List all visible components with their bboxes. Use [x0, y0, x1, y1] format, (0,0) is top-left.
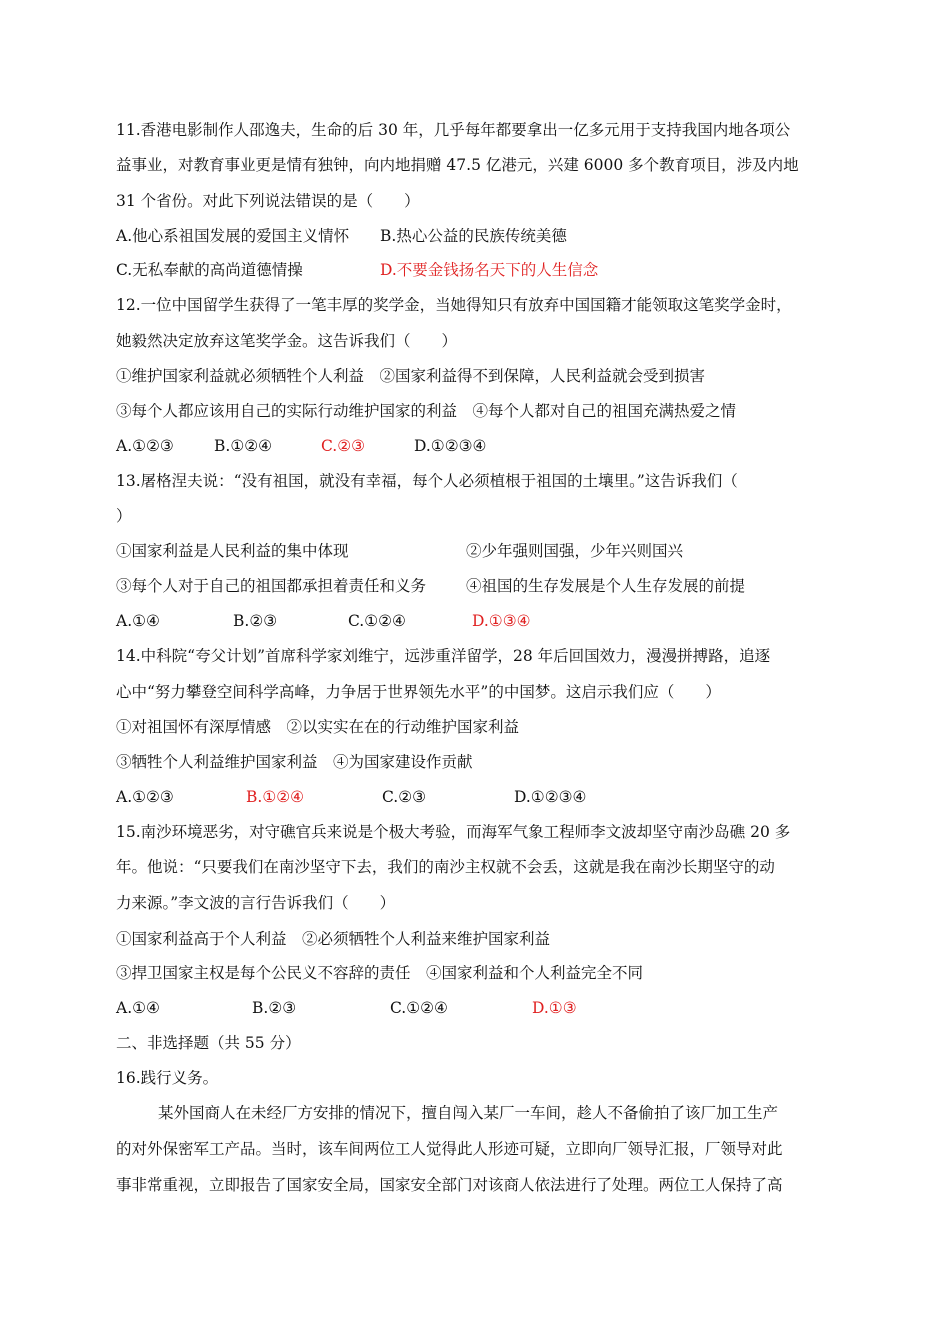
q11-option-b: B.热心公益的民族传统美德 [380, 227, 567, 245]
q15-line-2: 年。他说：“只要我们在南沙坚守下去，我们的南沙主权就不会丢，这就是我在南沙长期坚守的动 [116, 858, 775, 876]
q15-line-1: 15.南沙环境恶劣，对守礁官兵来说是个极大考验，而海军气象工程师李文波却坚守南沙岛礁 20 多 [116, 823, 791, 841]
q13-statement-4: ④祖国的生存发展是个人生存发展的前提 [466, 577, 746, 595]
q13-option-b: B.②③ [233, 612, 278, 630]
q16-paragraph-line-2: 的对外保密军工产品。当时，该车间两位工人觉得此人形迹可疑，立即向厂领导汇报，厂领导对此 [116, 1140, 783, 1158]
q15-option-d-answer: D.①③ [532, 999, 577, 1017]
q15-statement-1-2: ①国家利益高于个人利益 ②必须牺牲个人利益来维护国家利益 [116, 930, 551, 948]
q12-statement-1-2: ①维护国家利益就必须牺牲个人利益 ②国家利益得不到保障，人民利益就会受到损害 [116, 367, 706, 385]
q14-statement-3-4: ③牺牲个人利益维护国家利益 ④为国家建设作贡献 [116, 753, 473, 771]
q16-paragraph-line-3: 事非常重视，立即报告了国家安全局，国家安全部门对该商人依法进行了处理。两位工人保持了高 [116, 1176, 783, 1194]
q14-option-d: D.①②③④ [514, 788, 587, 806]
q12-line-1: 12.一位中国留学生获得了一笔丰厚的奖学金，当她得知只有放弃中国国籍才能领取这笔奖学金时， [116, 296, 792, 314]
q12-option-c-answer: C.②③ [321, 437, 366, 455]
q11-line-3: 31 个省份。对此下列说法错误的是（ ） [116, 192, 420, 210]
q14-statement-1-2: ①对祖国怀有深厚情感 ②以实实在在的行动维护国家利益 [116, 718, 520, 736]
q13-option-a: A.①④ [116, 612, 160, 630]
q14-option-b-answer: B.①②④ [246, 788, 305, 806]
q13-statement-3: ③每个人对于自己的祖国都承担着责任和义务 [116, 577, 427, 595]
q13-option-c: C.①②④ [348, 612, 406, 630]
q16-paragraph-line-1: 某外国商人在未经厂方安排的情况下，擅自闯入某厂一车间，趁人不备偷拍了该厂加工生产 [158, 1104, 779, 1122]
q12-line-2: 她毅然决定放弃这笔奖学金。这告诉我们（ ） [116, 332, 458, 350]
q12-statement-3-4: ③每个人都应该用自己的实际行动维护国家的利益 ④每个人都对自己的祖国充满热爱之情 [116, 402, 737, 420]
q11-line-1: 11.香港电影制作人邵逸夫，生命的后 30 年，几乎每年都要拿出一亿多元用于支持我国内地各项公 [116, 121, 791, 139]
q11-option-d-answer: D.不要金钱扬名天下的人生信念 [380, 261, 599, 279]
q16-title: 16.践行义务。 [116, 1069, 219, 1087]
q11-option-c: C.无私奉献的高尚道德情操 [116, 261, 303, 279]
q15-line-3: 力来源。”李文波的言行告诉我们（ ） [116, 894, 396, 912]
q13-line-2: ） [116, 507, 132, 525]
q13-statement-2: ②少年强则国强，少年兴则国兴 [466, 542, 684, 560]
q13-line-1: 13.屠格涅夫说：“没有祖国，就没有幸福，每个人必须植根于祖国的土壤里。”这告诉我们（ [116, 472, 738, 490]
q12-option-a: A.①②③ [116, 437, 174, 455]
q15-option-b: B.②③ [252, 999, 297, 1017]
q11-option-a: A.他心系祖国发展的爱国主义情怀 [116, 227, 350, 245]
q12-option-d: D.①②③④ [414, 437, 487, 455]
q15-option-c: C.①②④ [390, 999, 448, 1017]
q14-option-c: C.②③ [382, 788, 427, 806]
q12-option-b: B.①②④ [214, 437, 273, 455]
q15-option-a: A.①④ [116, 999, 160, 1017]
q14-line-1: 14.中科院“夸父计划”首席科学家刘维宁，远涉重洋留学，28 年后回国效力，漫漫拼搏路，追逐 [116, 647, 771, 665]
q11-line-2: 益事业，对教育事业更是情有独钟，向内地捐赠 47.5 亿港元，兴建 6000 多个教育项目，涉及内地 [116, 156, 799, 174]
q13-option-d-answer: D.①③④ [472, 612, 531, 630]
section-2-heading: 二、非选择题（共 55 分） [116, 1034, 301, 1052]
q14-line-2: 心中“努力攀登空间科学高峰，力争居于世界领先水平”的中国梦。这启示我们应（ ） [116, 683, 721, 701]
q15-statement-3-4: ③捍卫国家主权是每个公民义不容辞的责任 ④国家利益和个人利益完全不同 [116, 964, 644, 982]
q13-statement-1: ①国家利益是人民利益的集中体现 [116, 542, 349, 560]
q14-option-a: A.①②③ [116, 788, 174, 806]
